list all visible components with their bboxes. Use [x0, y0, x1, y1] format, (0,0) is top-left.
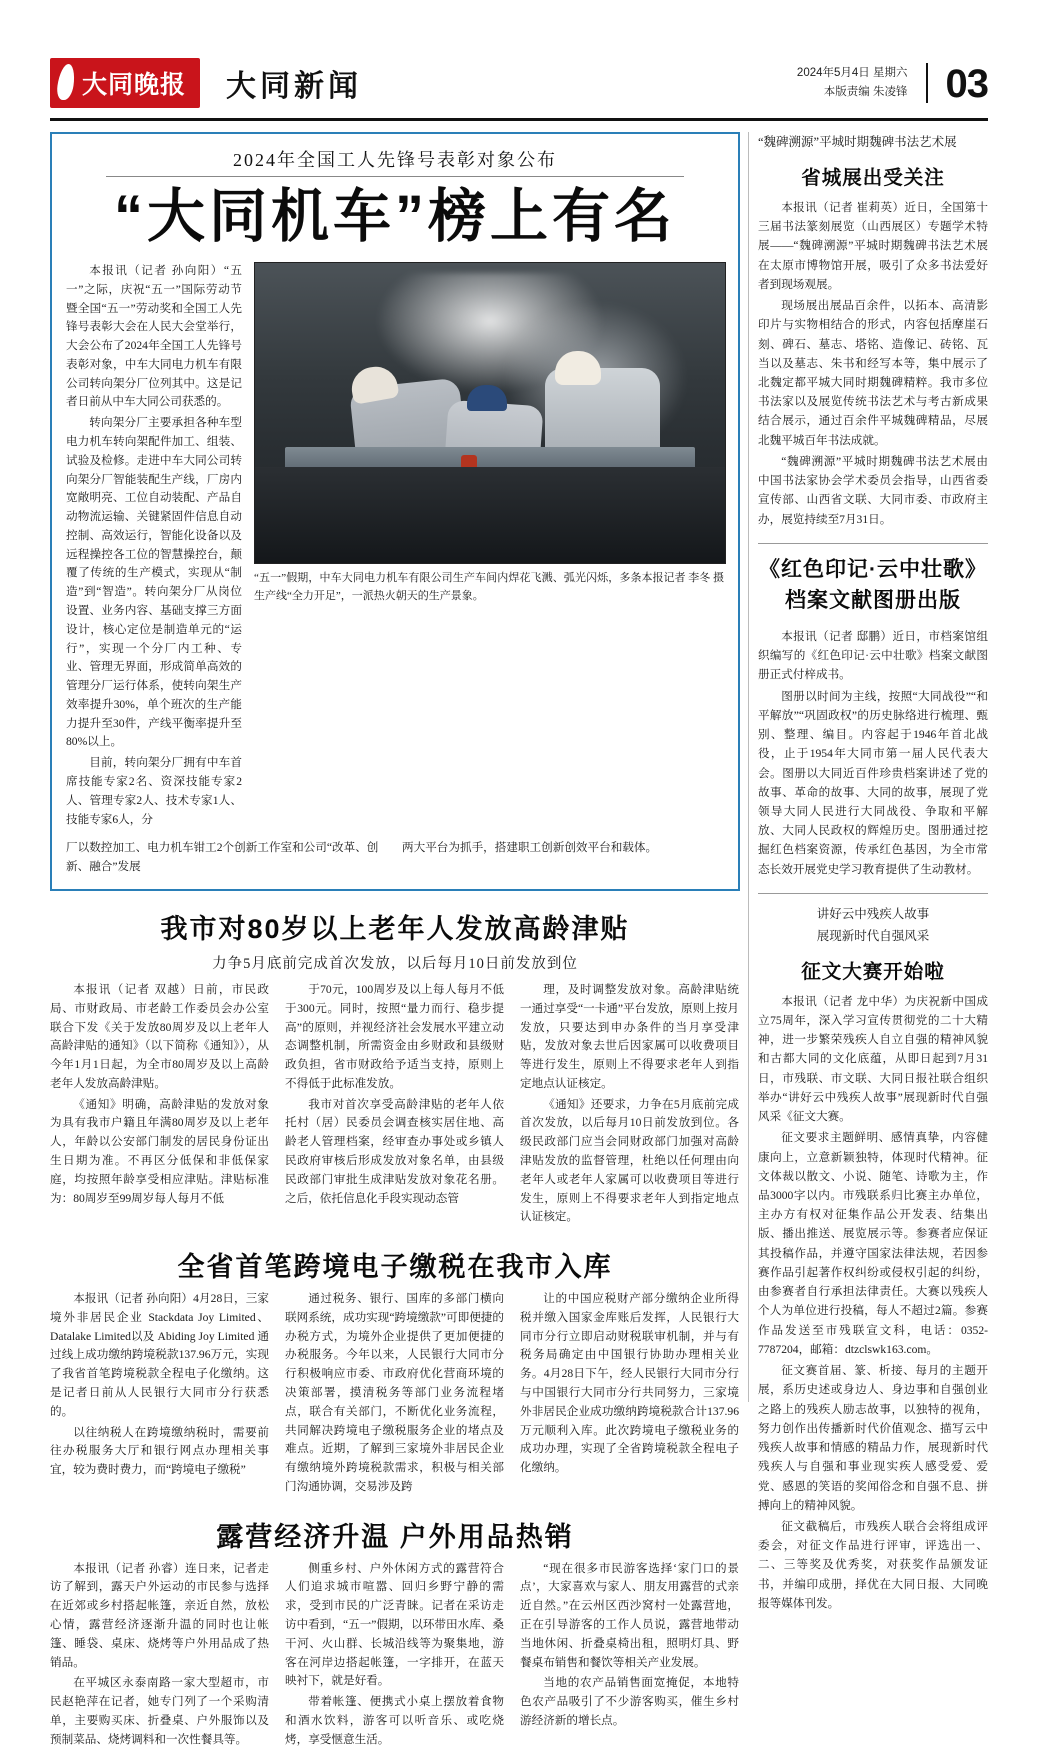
article-body [758, 627, 988, 879]
page-number: 03 [945, 62, 988, 106]
paragraph: 本报讯（记者 龙中华）为庆祝新中国成立75周年，深入学习宣传贯彻党的二十大精神，进一步繁荣残疾人自立自强的精神风貌和古都大同的文化底蕴，从即日起到7月31日，市残联、市文联、大同日报社联合组织举办“讲好云中残疾人故事”展现新时代自强风采《征文大赛。 [758, 994, 988, 1124]
paragraph: 现场展出展品百余件，以拓本、高清影印片与实物相结合的形式，内容包括摩崖石刻、碑石、墓志、塔铭、造像记、砖铭、瓦当以及墓志、朱书和经写本等，集中展示了北魏定都平城大同时期魏碑精粹。我市多位书法家以及展览传统书法艺术与考古新成果结合展示，通过百余件平城魏碑精品，尽展北魏平城百年书法成就。 [758, 299, 988, 447]
headline-line-1: 《红色印记·云中壮歌》 [759, 557, 987, 581]
article-column-1 [50, 981, 269, 1229]
article-column-1 [50, 1560, 269, 1752]
paragraph: 《通知》明确，高龄津贴的发放对象为具有我市户籍且年满80周岁及以上老年人，年龄以公安部门制发的居民身份证出生日期为准。不再区分低保和非低保家庭，均按照年龄享受相应津贴。津贴标准为：80周岁至99周岁每人每月不低 [50, 1097, 269, 1205]
paragraph: 理，及时调整发放对象。高龄津贴统一通过享受“一卡通”平台发放，原则上按月发放，只要达到申办条件的当月享受津贴，发放对象去世后因家属可以收费项目等进行发生，原则上不得要求老年人到指定地点认证核定。 [520, 982, 739, 1090]
paragraph: 当地的农产品销售面宽掩促，本地特色农产品吸引了不少游客购买，催生乡村游经济新的增长点。 [520, 1676, 739, 1727]
main-content [50, 132, 740, 1752]
article-headline: 全省首笔跨境电子缴税在我市入库 [177, 1252, 613, 1283]
rail-divider [758, 893, 988, 894]
photo-caption-text: “五一”假期，中车大同电力机车有限公司生产车间内焊花飞溅、弧光闪烁，多条生产线“全力开足”，一派热火朝天的生产景象。 [254, 571, 642, 602]
newspaper-logo [50, 58, 200, 108]
publish-date: 2024年5月4日 星期六 [796, 66, 908, 79]
cap-icon [467, 385, 507, 411]
photo-caption [254, 570, 724, 605]
lead-photo-block [254, 262, 724, 831]
article-headline: 省城展出受关注 [801, 166, 945, 189]
article-body [758, 198, 988, 529]
lead-bottom-right: 两大平台为抓手，搭建职工创新创效平台和载体。 [402, 841, 658, 855]
article-column-2 [285, 1560, 504, 1752]
masthead [50, 52, 988, 114]
paragraph: 征文要求主题鲜明、感情真挚，内容健康向上，立意新颖独特，体现时代精神。征文体裁以散文、小说、随笔、诗歌为主，作品3000字以内。市残联系归比赛主办单位，主办方有权对征集作品公开发表、结集出版、播出推送、展览展示等。参赛者应保证其投稿作品，并遵守国家法律法规，若因参赛作品引起著作权纠纷或侵权引起的纠纷，由参赛者自行承担法律责任。大赛以残疾人个人为单位进行投稿，每人不超过2篇。参赛作品发送至市残联宣文科，电话：0352-7787204，邮箱：dtzclswk163.com。 [758, 1131, 988, 1356]
paragraph: 在平城区永泰南路一家大型超市，市民赵艳萍在记者，她专门列了一个采购清单，主要购买床、折叠桌、户外服饰以及预制菜品、烧烤调料和一次性餐具等。 [50, 1676, 269, 1746]
article-kicker: “魏碑溯源”平城时期魏碑书法艺术展 [758, 135, 957, 149]
lead-column-1 [66, 262, 242, 831]
paragraph: 侧重乡村、户外休闲方式的露营符合人们追求城市喧嚣、回归乡野宁静的需求，受到市民的广泛青睐。记者在采访走访中看到，“五一”假期，以环带田水库、桑干河、火山群、长城沿线等为聚集地，游客在河岸边搭起帐篷，一字排开，在蓝天映衬下，就是好看。 [285, 1561, 504, 1688]
paragraph: 以往纳税人在跨境缴纳税时，需要前往办税服务大厅和银行网点办理相关事宜，较为费时费力，而“跨境电子缴税” [50, 1425, 269, 1477]
column-divider [748, 132, 749, 1402]
lead-photo [254, 262, 726, 564]
article-columns [50, 981, 740, 1229]
masthead-right [796, 62, 988, 106]
paragraph: 本报讯（记者 双越）日前，市民政局、市财政局、市老龄工作委员会办公室联合下发《关于发放80周岁及以上老年人高龄津贴的通知》（以下简称《通知》），从今年1月1日起，为全市80周岁及以上高龄老年人发放高龄津贴。 [50, 982, 269, 1090]
paragraph: 转向架分厂主要承担各种车型电力机车转向架配件加工、组装、试验及检修。走进中车大同公司转向架分厂智能装配生产线，厂房内宽敞明亮、工位自动装配、产品自动物流运输、关键紧固件信息自动控制、高效运行，智能化设备以及远程操控各工位的智慧操控台，颠覆了传统的生产模式，实现从“制造”到“智造”。转向架分厂从岗位设置、业务内容、基础支撑三方面设计，核心定位是制造单元的“运行”，实现一个分厂内工种、专业、管理无界面，形成简单高效的管理分厂运行体系，使转向架生产效率提升30%，单个班次的生产能力提升至30件，产线平衡率提升至80%以上。 [66, 416, 242, 749]
lead-headline: “大同机车”榜上有名 [113, 184, 676, 249]
photo-credit: 本报记者 李冬 摄 [641, 571, 724, 584]
article-column-3 [520, 981, 739, 1229]
article-wei-stele-exhibition [758, 132, 988, 529]
flame-icon [55, 64, 76, 100]
paragraph: 本报讯（记者 孙向阳）“五一”之际，庆祝“五一”国际劳动节暨全国“五一”劳动奖和全国工人先锋号表彰大会在人民大会堂举行，大会公布了2024年全国工人先锋号表彰对象，中车大同电力机车有限公司转向架分厂位列其中。这是记者日前从中车大同公司获悉的。 [66, 263, 242, 409]
article-headline: 征文大赛开始啦 [801, 960, 945, 983]
paragraph: 征文赛首届、篆、析接、每月的主题开展，系历史述或身边人、身边事和自强创业之路上的残疾人励志故事，以独特的视角，努力创作出传播新时代价值观念、描写云中残疾人故事和情感的精品力作，展现新时代残疾人与自强和事业现实疾人感受爱、爱党、感恩的笑语的奖闻俗念和自强不息、拼搏向上的精神风貌。 [758, 1364, 988, 1512]
paragraph: 本报讯（记者 孙睿）连日来，记者走访了解到，露天户外运动的市民参与选择在近郊或乡村搭起帐篷，亲近自然，放松心情，露营经济逐渐升温的同时也让帐篷、睡袋、桌床、烧烤等户外用品成了热销品。 [50, 1561, 269, 1669]
article-essay-contest [758, 904, 988, 1613]
lead-body [66, 262, 724, 831]
paragraph: 我市对首次享受高龄津贴的老年人依托村（居）民委员会调查核实居住地、高龄老人管理档案，经审查办事处或乡镇人民政府审核后形成发放对象名单，由县级民政部门审批生成津贴发放对象花名册。之后，依托信息化手段实现动态管 [285, 1097, 504, 1205]
article-columns [50, 1290, 740, 1499]
paragraph: 于70元，100周岁及以上每人每月不低于300元。同时，按照“量力而行、稳步提高”的原则，并视经济社会发展水平建立动态调整机制，所需资金由乡财政和县级财政负担，省市财政给予适当支持，原则上不得低于此标准发放。 [285, 982, 504, 1090]
masthead-meta [797, 64, 908, 103]
factory-floor [255, 467, 725, 563]
paragraph: 目前，转向架分厂拥有中车首席技能专家2名、资深技能专家2人、管理专家2人、技术专家1人、技能专家6人，分 [66, 756, 242, 826]
paragraph: 图册以时间为主线，按照“大同战役”“和平解放”“巩固政权”的历史脉络进行梳理、甄别、整理、编目。内容起于1946年首北战役，止于1954年大同市第一届人民代表大会。图册以大同近百件珍贵档案讲述了党的故事、革命的故事、大同的故事，展现了党领导大同人民进行大同战役、争取和平解放、大同人民政权的辉煌历史。图册通过挖掘红色档案资源，传承红色基因，为全市常态长效开展党史学习教育提供了生动教材。 [758, 689, 988, 876]
article-column-3 [520, 1290, 739, 1499]
article-headline [758, 554, 988, 617]
headline-line-2: 档案文献图册出版 [785, 589, 961, 613]
paragraph: 本报讯（记者 崔莉英）近日，全国第十三届书法篆刻展览（山西展区）专题学术特展——“魏碑溯源”平城时期魏碑书法艺术展在太原市博物馆开展，吸引了众多书法爱好者到现场观展。 [758, 200, 988, 291]
article-column-2 [285, 981, 504, 1229]
article-column-1 [50, 1290, 269, 1499]
lead-kicker-rule [106, 176, 684, 177]
article-camping-economy [50, 1515, 740, 1752]
page-editor: 本版责编 朱凌锋 [823, 86, 908, 99]
article-kicker-line-2: 展现新时代自强风采 [816, 928, 930, 943]
article-columns [50, 1560, 740, 1752]
paragraph: 《通知》还要求，力争在5月底前完成首次发放，以后每月10日前发放到位。各级民政部门应当会同财政部门加强对高龄津贴发放的监督管理，杜绝以任何理由向老年人或老年人家属可以收费项目等进行发生，原则上不得要求老年人到指定地点认证核定。 [520, 1097, 739, 1224]
article-kicker-line-1: 讲好云中残疾人故事 [816, 906, 930, 921]
paragraph: 征文截稿后，市残疾人联合会将组成评委会，对征文作品进行评审，评选出一、二、三等奖及优秀奖，对获奖作品颁发证书，并编印成册，择优在大同日报、大同晚报等媒体刊发。 [758, 1519, 988, 1610]
article-column-3 [520, 1560, 739, 1752]
paragraph: 带着帐篷、便携式小桌上摆放着食物和酒水饮料，游客可以听音乐、或吃烧烤，享受惬意生活。 [285, 1695, 504, 1746]
right-rail [758, 132, 988, 1615]
article-red-imprint-album [758, 554, 988, 879]
lead-bottom-row [66, 839, 724, 877]
page-title: 大同新闻 [226, 70, 362, 103]
lead-story [50, 132, 740, 891]
lead-bottom-left: 厂以数控加工、电力机车钳工2个创新工作室和公司“改革、创新、融合”发展 [66, 841, 379, 874]
article-cross-border-tax [50, 1245, 740, 1499]
article-headline: 我市对80岁以上老年人发放高龄津贴 [160, 913, 630, 944]
article-elderly-allowance [50, 907, 740, 1229]
paragraph: “魏碑溯源”平城时期魏碑书法艺术展由中国书法家协会学术委员会指导，山西省委宣传部、山西省文联、大同市委、市政府主办，展览持续至7月31日。 [758, 454, 988, 526]
article-column-2 [285, 1290, 504, 1499]
article-headline: 露营经济升温 户外用品热销 [216, 1521, 574, 1552]
paragraph: “现在很多市民游客选择‘家门口的景点’，大家喜欢与家人、朋友用露营的式亲近自然。”在云州区西沙窝村一处露营地，正在引导游客的工作人员说，露营地带动当地休闲、折叠桌椅出租，照明灯具、野餐桌布销售和餐饮等相关产业发展。 [520, 1561, 739, 1669]
paragraph: 通过税务、银行、国库的多部门横向联网系统，成功实现“跨境缴款”可即便捷的办税方式，为境外企业提供了更加便捷的办税服务。今年以来，人民银行大同市分行积极响应市委、市政府优化营商环境的决策部署，摸清税务等部门业务流程堵点，联合有关部门，不断优化业务流程，共同解决跨境电子缴税服务企业的堵点及难点。近期，了解到三家境外非居民企业有缴纳境外跨境税款需求，积极与相关部门沟通协调，交易涉及跨 [285, 1292, 504, 1493]
logo-text: 大同晚报 [81, 72, 186, 99]
lead-kicker: 2024年全国工人先锋号表彰对象公布 [233, 150, 557, 170]
paragraph: 本报讯（记者 邸鹏）近日，市档案馆组织编写的《红色印记·云中壮歌》档案文献图册正式付梓成书。 [758, 629, 988, 682]
rail-divider [758, 543, 988, 544]
paragraph: 让的中国应税财产部分缴纳企业所得税并缴入国家金库账后发挥，人民银行大同市分行立即启动财税联审机制，并与有税务局确定由中国银行协助办理相关业务。4月28日下午，经人民银行大同市分行与中国银行大同市分行共同努力，三家境外非居民企业成功缴纳跨境税款合计137.96万元顺利入库。此次跨境电子缴税业务的成功办理，实现了全省跨境税款全程电子化缴纳。 [520, 1292, 739, 1475]
article-body [758, 992, 988, 1614]
paragraph: 本报讯（记者 孙向阳）4月28日，三家境外非居民企业 Stackdata Joy Limited、Datalake Limited以及 Abiding Joy Limited 通过线上成功缴纳跨境税款137.96万元，实现了我省首笔跨境税款全程电子化缴纳。这是记者日前从人民银行大同市分行获悉的。 [50, 1292, 269, 1418]
article-subhead: 力争5月底前完成首次发放，以后每月10日前发放到位 [212, 955, 578, 972]
helmet-icon [555, 351, 601, 385]
masthead-divider [926, 63, 928, 103]
masthead-rule [50, 118, 988, 121]
